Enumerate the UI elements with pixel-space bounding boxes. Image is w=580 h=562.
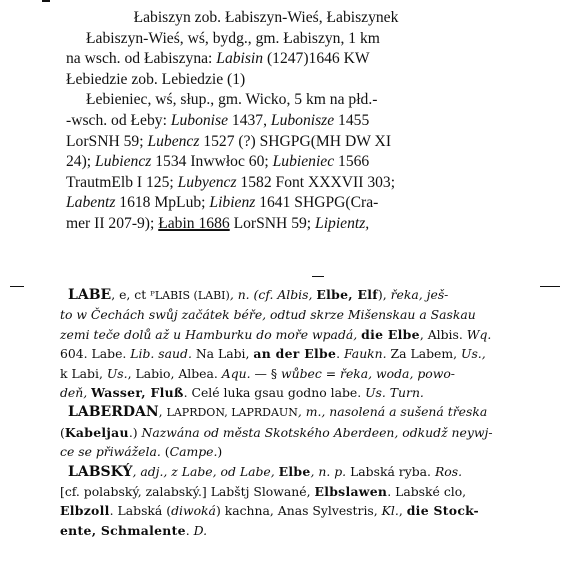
entry-labsky-line4: ente, Schmalente. D.	[60, 522, 208, 538]
entry-labsky: LABSKÝ, adj., z Labe, od Labe, Elbe, n. p. Labská ryba. Ros.	[68, 463, 463, 480]
entry-labe-line3: zemi teče dolů až u Hamburku do moře wpadá, die Elbe, Albis. Wq.	[60, 326, 492, 342]
entry-labe-line4: 604. Labe. Lib. saud. Na Labi, an der Elbe. Faukn. Za Labem, Us.,	[60, 346, 486, 362]
entry-lebieniec-line2: -wsch. od Łeby: Lubonise 1437, Lubonisze 1455	[66, 111, 370, 129]
entry-lebieniec-line6: Labentz 1618 MpLub; Libienz 1641 SHGPG(Cra-	[66, 194, 379, 212]
entry-lebieniec-line5: TrautmElb I 125; Lubyencz 1582 Font XXXVII 303;	[66, 173, 396, 191]
entry-labiszyn-wies: Łabiszyn-Wieś, wś, bydg., gm. Łabiszyn, 1 km	[86, 29, 380, 47]
scan-mark-top	[42, 0, 50, 2]
entry-labsky-line2: [cf. polabský, zalabský.] Labštj Slowané, Elbslawen. Labské clo,	[60, 484, 467, 500]
entry-lebieniec: Łebieniec, wś, słup., gm. Wicko, 5 km na płd.-	[86, 91, 378, 109]
entry-lebieniec-line3: LorSNH 59; Lubencz 1527 (?) SHGPG(MH DW XI	[66, 132, 392, 150]
entry-labsky-line3: Elbzoll. Labská (diwoká) kachna, Anas Sylvestris, Kl., die Stock-	[60, 503, 479, 519]
upper-entry-block	[66, 8, 466, 235]
entry-labe-line5: k Labi, Us., Labio, Albea. Aqu. — § wůbec = řeka, woda, powo-	[60, 365, 455, 381]
entry-laberdan-line3: ce se přiwážela. (Campe.)	[60, 444, 223, 460]
entry-labe-line2: to w Čechách swůj začátek béře, odtud skrze Mišenskau a Saskau	[60, 307, 476, 323]
entry-labiszyn-wies-cont: na wsch. od Łabiszyna: Labisin (1247)1646 KW	[66, 50, 370, 68]
entry-laberdan: LABERDAN, LAPRDON, LAPRDAUN, m., nasolená a sušená třeska	[68, 404, 488, 421]
entry-labe-line6: deň, Wasser, Fluß. Celé luka gsau godno labe. Us. Turn.	[60, 385, 424, 401]
entry-labe: LABE, e, ct ᴾLABIS (LABI), n. (cf. Albis, Elbe, Elf), řeka, ješ-	[68, 287, 449, 303]
entry-lebieniec-line4: 24); Lubiencz 1534 Inwwłoc 60; Lubieniec 1566	[66, 153, 370, 171]
lower-entry-block	[60, 285, 572, 540]
entry-lebieniec-line7: mer II 207-9); Łabin 1686 LorSNH 59; Lipientz,	[66, 214, 370, 232]
scan-mark-left	[10, 286, 24, 287]
entry-labiszyn: Łabiszyn zob. Łabiszyn-Wieś, Łabiszynek	[133, 9, 399, 26]
entry-lebiedzie: Łebiedzie zob. Lebiedzie (1)	[66, 70, 246, 88]
underlined-labin-1686: Łabin 1686	[158, 214, 230, 232]
entry-laberdan-line2: (Kabeljau.) Nazwána od města Skotského Aberdeen, odkudž neywj-	[60, 424, 493, 440]
scan-mark-mid	[312, 276, 324, 277]
